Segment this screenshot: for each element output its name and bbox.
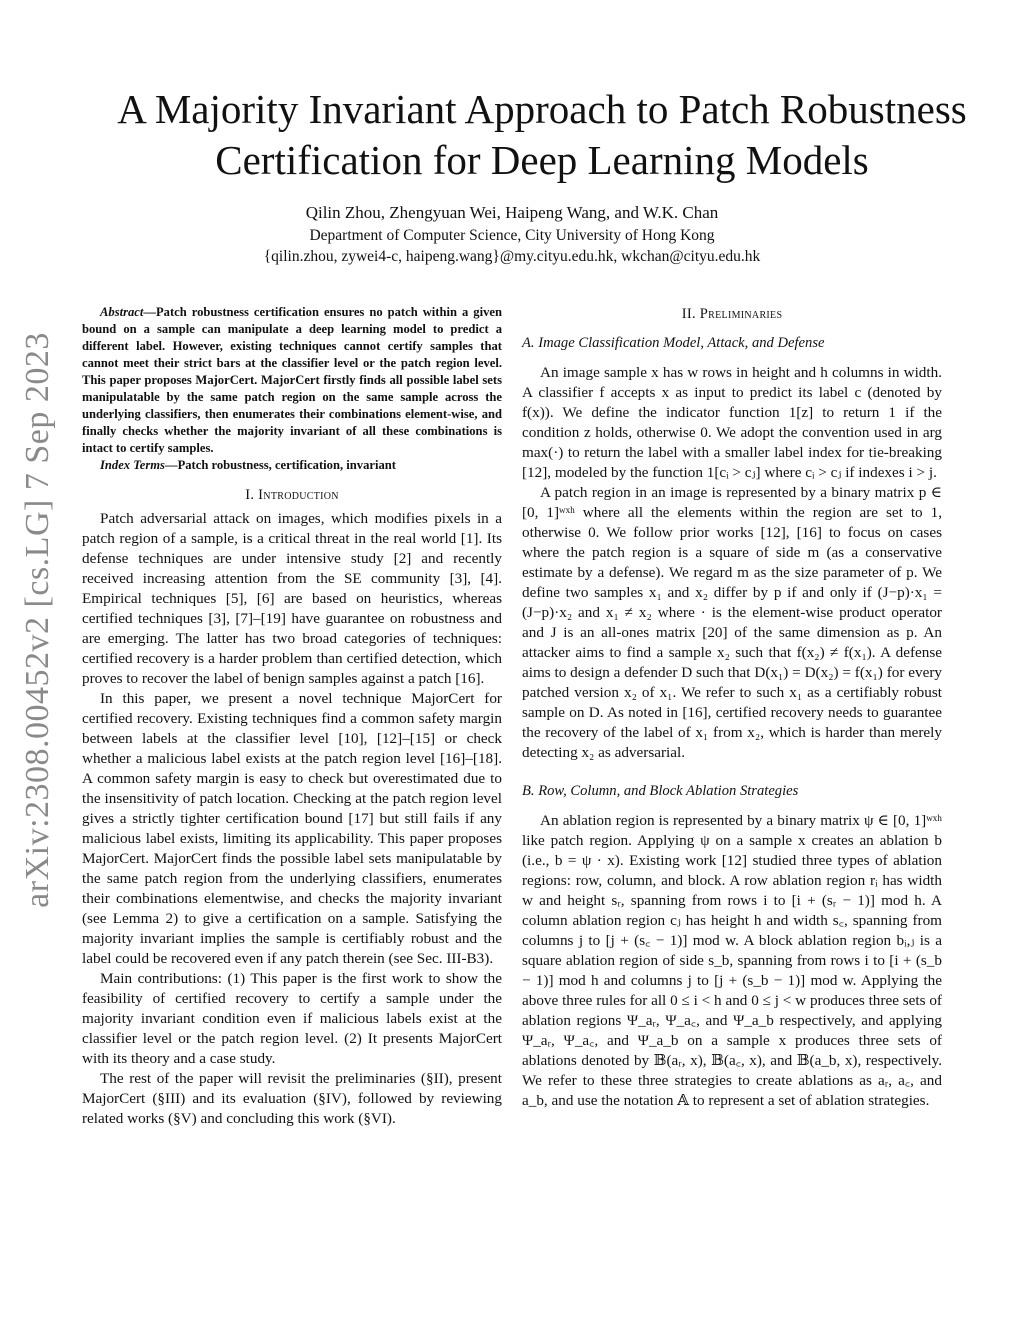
paper-title xyxy=(60,84,1024,186)
subsection-heading-b: B. Row, Column, and Block Ablation Strategies xyxy=(522,783,799,799)
author-block xyxy=(0,202,1024,267)
title-line-1: A Majority Invariant Approach to Patch Robustness xyxy=(117,86,967,132)
intro-paragraph: In this paper, we present a novel technique MajorCert for certified recovery. Existing techniques find a common safety margin between labels at the classifier level [10], [12]–[15] or check whether a malicious label exists at the patch region level [16]–[18]. A common safety margin is easy to check but overestimated due to the insensitivity of patch location. Checking at the patch region level gives a strictly tighter certification bound [17] but still fails if any malicious label exists, limiting its applicability. This paper proposes MajorCert. MajorCert finds the possible label sets manipulatable by the same patch region from the underlying classifiers, enumerates their combinations elementwise, and checks the majority invariant (see Lemma 2) to give a certification on a sample. Satisfying the majority invariant implies the sample is certifiably robust and the label could be recovered even if any patch therein (see Sec. III-B3). xyxy=(82,690,502,967)
title-line-2: Certification for Deep Learning Models xyxy=(215,137,869,183)
section-heading-introduction: I. Introduction xyxy=(245,487,339,503)
intro-paragraph: Main contributions: (1) This paper is the first work to show the feasibility of certified recovery to certify a sample under the majority invariant condition even if malicious labels exist at the classifier level or the patch region level. (2) It presents MajorCert with its theory and a case study. xyxy=(82,970,502,1067)
abstract-label: Abstract xyxy=(100,305,144,319)
author-names: Qilin Zhou, Zhengyuan Wei, Haipeng Wang, and W.K. Chan xyxy=(305,203,719,222)
intro-paragraph: The rest of the paper will revisit the preliminaries (§II), present MajorCert (§III) and its evaluation (§IV), followed by reviewing related works (§V) and concluding this work (§VI). xyxy=(82,1070,502,1127)
section-heading-preliminaries: II. Preliminaries xyxy=(681,306,783,322)
right-column xyxy=(522,304,942,1111)
prelim-paragraph: A patch region in an image is represented by a binary matrix p ∈ [0, 1]ʷˣʰ where all the elements within the region are set to 1, otherwise 0. We follow prior works [12], [16] to focus on cases where the patch region is a square of side m (as a conservative estimate by a defense). We regard m as the size parameter of p. We define two samples x₁ and x₂ differ by p if and only if (J−p)·x₁ = (J−p)·x₂ and x₁ ≠ x₂ where · is the element-wise product operator and J is an all-ones matrix [20] of the same dimension as p. An attacker aims to find a sample x₂ such that f(x₂) ≠ f(x₁). A defense aims to design a defender D such that D(x₁) = D(x₂) = f(x₁) for every patched version x₂ of x₁. We refer to such x₁ as a certifiably robust sample on D. As noted in [16], certified recovery needs to guarantee the recovery of the label of x₁ from x₂, which is harder than merely detecting x₂ as adversarial. xyxy=(522,484,942,761)
subsection-heading-a: A. Image Classification Model, Attack, and Defense xyxy=(522,335,825,351)
abstract-text: —Patch robustness certification ensures no patch within a given bound on a sample can manipulate a deep learning model to predict a different label. However, existing techniques cannot certify samples that cannot meet their strict bars at the classifier level or the patch region level. This paper proposes MajorCert. MajorCert firstly finds all possible label sets manipulatable by the same patch region on the same sample across the underlying classifiers, then enumerates their combinations element-wise, and finally checks whether the majority invariant of all these combinations is intact to certify samples. xyxy=(82,305,502,455)
abstract xyxy=(82,304,502,457)
left-column xyxy=(82,304,502,1129)
ablation-paragraph: An ablation region is represented by a binary matrix ψ ∈ [0, 1]ʷˣʰ like patch region. Applying ψ on a sample x creates an ablation b (i.e., b = ψ · x). Existing work [12] studied three types of ablation regions: row, column, and block. A row ablation region rᵢ has width w and height sᵣ, spanning from rows i to [i + (sᵣ − 1)] mod h. A column ablation region cⱼ has height h and width s꜀, spanning from columns j to [j + (s꜀ − 1)] mod w. A block ablation region bᵢ,ⱼ is a square ablation region of side s_b, spanning from rows i to [i + (s_b − 1)] mod h and columns j to [j + (s_b − 1)] mod w. Applying the above three rules for all 0 ≤ i < h and 0 ≤ j < w produces three sets of ablation regions Ψ_aᵣ, Ψ_a꜀, and Ψ_a_b respectively, and applying Ψ_aᵣ, Ψ_a꜀, and Ψ_a_b on a sample x produces three sets of ablations denoted by 𝔹(aᵣ, x), 𝔹(a꜀, x), and 𝔹(a_b, x), respectively. We refer to these three strategies to create ablations as aᵣ, a꜀, and a_b, and use the notation 𝔸 to represent a set of ablation strategies. xyxy=(522,812,942,1109)
arxiv-stamp: arXiv:2308.00452v2 [cs.LG] 7 Sep 2023 xyxy=(19,332,56,908)
intro-paragraph: Patch adversarial attack on images, which modifies pixels in a patch region of a sample, is a critical threat in the real world [1]. Its defense techniques are under intensive study [2] and recently received increasing attention from the SE community [3], [4]. Empirical techniques [5], [6] are based on heuristics, whereas certified techniques [3], [7]–[19] have guarantee on robustness and are emerging. The latter has two broad categories of techniques: certified recovery is a harder problem than certified detection, which proves to recover the label of benign samples against a patch [16]. xyxy=(82,510,502,687)
prelim-paragraph: An image sample x has w rows in height and h columns in width. A classifier f accepts x as input to predict its label c (denoted by f(x)). We define the indicator function 1[z] to return 1 if the condition z holds, otherwise 0. We adopt the convention used in arg max(·) to return the label with a smaller label index for tie-breaking [12], modeled by the function 1[cᵢ > cⱼ] where cᵢ > cⱼ if indexes i > j. xyxy=(522,364,942,481)
author-emails: {qilin.zhou, zywei4-c, haipeng.wang}@my.cityu.edu.hk, wkchan@cityu.edu.hk xyxy=(263,248,761,265)
index-terms-label: Index Terms xyxy=(100,458,165,472)
author-department: Department of Computer Science, City University of Hong Kong xyxy=(309,227,715,244)
index-terms-text: —Patch robustness, certification, invariant xyxy=(164,458,396,472)
index-terms xyxy=(82,457,502,474)
